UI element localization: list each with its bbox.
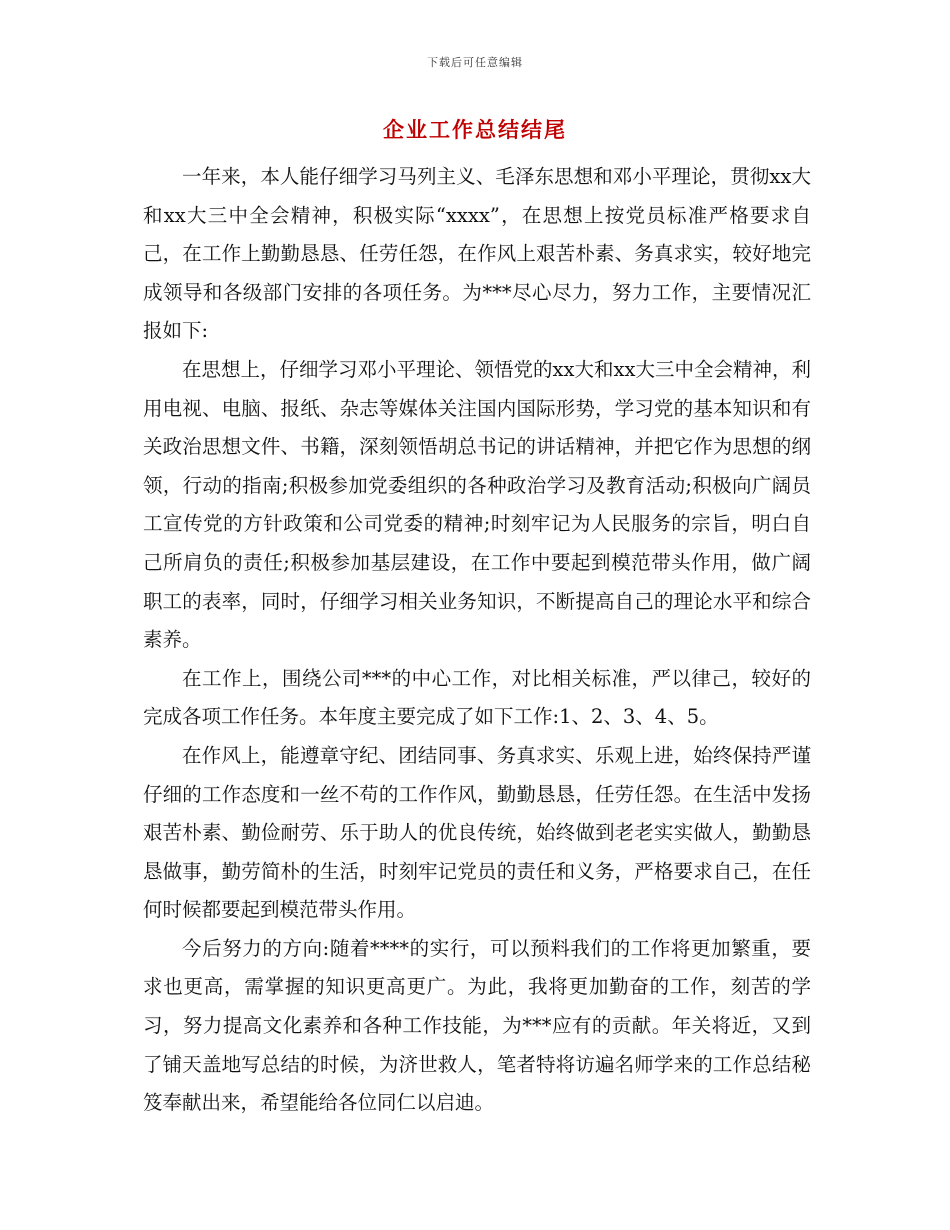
paragraph-conduct: 在作风上，能遵章守纪、团结同事、务真求实、乐观上进，始终保持严谨仔细的工作态度和一丝不苟的工作作风，勤勤恳恳，任劳任怨。在生活中发扬艰苦朴素、勤俭耐劳、乐于助人的优良传统，始终做到老老实实做人，勤勤恳恳做事，勤劳简朴的生活，时刻牢记党员的责任和义务，严格要求自己，在任何时候都要起到模范带头作用。 (143, 743, 811, 922)
paragraph-ideology: 在思想上，仔细学习邓小平理论、领悟党的xx大和xx大三中全会精神，利用电视、电脑、报纸、杂志等媒体关注国内国际形势，学习党的基本知识和有关政治思想文件、书籍，深刻领悟胡总书记的讲话精神，并把它作为思想的纲领，行动的指南;积极参加党委组织的各种政治学习及教育活动;积极向广阔员工宣传党的方针政策和公司党委的精神;时刻牢记为人民服务的宗旨，明白自己所肩负的责任;积极参加基层建设，在工作中要起到模范带头作用，做广阔职工的表率，同时，仔细学习相关业务知识，不断提高自己的理论水平和综合素养。 (143, 357, 811, 652)
document-title: 企业工作总结结尾 (383, 117, 567, 142)
paragraph-future: 今后努力的方向:随着****的实行，可以预料我们的工作将更加繁重，要求也更高，需掌握的知识更高更广。为此，我将更加勤奋的工作，刻苦的学习，努力提高文化素养和各种工作技能，为***应有的贡献。年关将近，又到了铺天盖地写总结的时候，为济世救人，笔者特将访遍名师学来的工作总结秘笈奉献出来，希望能给各位同仁以启迪。 (143, 936, 811, 1115)
document-body (143, 158, 811, 1123)
paragraph-work: 在工作上，围绕公司***的中心工作，对比相关标准，严以律己，较好的完成各项工作任务。本年度主要完成了如下工作:1、2、3、4、5。 (143, 666, 811, 729)
paragraph-intro: 一年来，本人能仔细学习马列主义、毛泽东思想和邓小平理论，贯彻xx大和xx大三中全会精神，积极实际“xxxx”，在思想上按党员标准严格要求自己，在工作上勤勤恳恳、任劳任怨，在作风上艰苦朴素、务真求实，较好地完成领导和各级部门安排的各项任务。为***尽心尽力，努力工作，主要情况汇报如下: (143, 165, 811, 343)
header-note: 下载后可任意编辑 (427, 56, 523, 69)
